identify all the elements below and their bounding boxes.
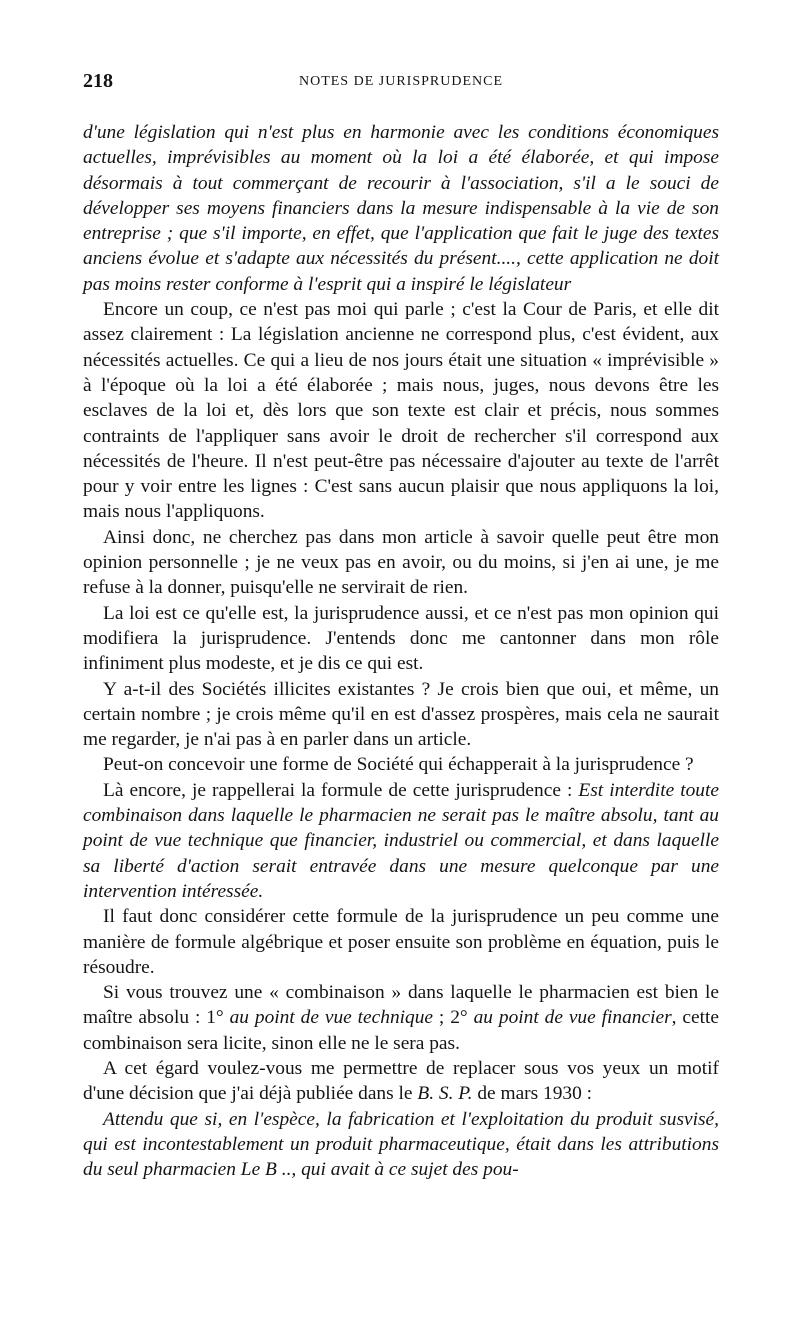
text-run: Y a-t-il des Sociétés illicites existantes ? Je crois bien que oui, et même, un certain nombre ; je crois même qu'il en est d'assez prospères, mais cela ne saurait me regarder, je n'ai pas à en parler dans un article. <box>83 678 719 751</box>
paragraph <box>83 601 719 677</box>
text-run: d'une législation qui n'est plus en harmonie avec les conditions économiques actuelles, imprévisibles au moment où la loi a été élaborée, et qui impose désormais à tout commerçant de recourir à l'association, s'il a le souci de développer ses moyens financiers dans la mesure indispensable à la vie de son entreprise ; que s'il importe, en effet, que l'application que fait le juge des textes anciens évolue et s'adapte aux nécessités du présent...., cette application ne doit pas moins rester conforme à l'esprit qui a inspiré le législateur <box>83 122 719 295</box>
paragraph <box>83 677 719 753</box>
text-run: A cet égard voulez-vous me permettre de replacer sous vos yeux un motif d'une décision que j'ai déjà publiée dans le <box>83 1057 719 1105</box>
text-run: Ainsi donc, ne cherchez pas dans mon article à savoir quelle peut être mon opinion personnelle ; je ne veux pas en avoir, ou du moins, si j'en ai une, je me refuse à la donner, puisqu'elle ne servirait de rien. <box>83 526 719 599</box>
paragraph-quote-continuation <box>83 120 719 297</box>
text-run: Il faut donc considérer cette formule de la jurisprudence un peu comme une manière de formule algébrique et poser ensuite son problème en équation, puis le résoudre. <box>83 906 719 978</box>
text-run: ; 2° <box>433 1007 474 1029</box>
text-run-italic: au point de vue financier <box>473 1007 672 1029</box>
text-run: Encore un coup, ce n'est pas moi qui parle ; c'est la Cour de Paris, et elle dit assez clairement : La législation ancienne ne correspond plus, c'est évident, aux nécessités actuelles. Ce qui a lieu de nos jours était une situation « imprévisible » à l'époque où la loi a été élaborée ; mais nous, juges, nous devons être les esclaves de la loi et, dès lors que son texte est clair et précis, nous sommes contraints de l'appliquer sans avoir le droit de rechercher s'il correspond aux nécessités de l'heure. Il n'est peut-être pas nécessaire d'ajouter au texte de l'arrêt pour y voir entre les lignes : C'est sans aucun plaisir que nous appliquons la loi, mais nous l'appliquons. <box>83 299 719 523</box>
paragraph <box>83 752 719 777</box>
paragraph-quote <box>83 1107 719 1183</box>
text-run: Là encore, je rappellerai la formule de cette jurisprudence : <box>103 779 579 801</box>
paragraph <box>83 778 719 904</box>
text-run-italic: Est interdite toute combinaison dans laquelle le pharmacien ne serait pas le maître absolu, tant au point de vue technique que financier, industriel ou commercial, et dans laquelle sa liberté d'action serait entravée dans une mesure quelconque par une intervention intéressée. <box>83 779 719 902</box>
text-run: , cette combinaison sera licite, sinon elle ne le sera pas. <box>83 1007 719 1054</box>
text-run-italic: B. S. P. <box>417 1083 473 1105</box>
paragraph <box>83 525 719 601</box>
page-number: 218 <box>83 70 113 92</box>
paragraph <box>83 980 719 1056</box>
text-run: Peut-on concevoir une forme de Société qui échapperait à la jurisprudence ? <box>103 754 694 776</box>
paragraph <box>83 904 719 980</box>
paragraph <box>83 297 719 525</box>
text-run-italic: au point de vue technique <box>229 1007 434 1029</box>
text-run-italic: Attendu que si, en l'espèce, la fabrication et l'exploitation du produit susvisé, qui est incontestablement un produit pharmaceutique, était dans les attributions du seul pharmacien Le B .., qui avait à ce sujet des pou- <box>83 1108 719 1181</box>
text-run: La loi est ce qu'elle est, la jurisprudence aussi, et ce n'est pas mon opinion qui modifiera la jurisprudence. J'entends donc me cantonner dans mon rôle infiniment plus modeste, et je dis ce qui est. <box>83 602 719 675</box>
text-run: de mars 1930 : <box>472 1083 593 1105</box>
page-header <box>83 70 719 100</box>
running-head: NOTES DE JURISPRUDENCE <box>298 74 503 89</box>
paragraph <box>83 1056 719 1107</box>
body-text <box>83 120 719 1182</box>
text-run: Si vous trouvez une « combinaison » dans laquelle le pharmacien est bien le maître absolu : 1° <box>83 982 719 1029</box>
